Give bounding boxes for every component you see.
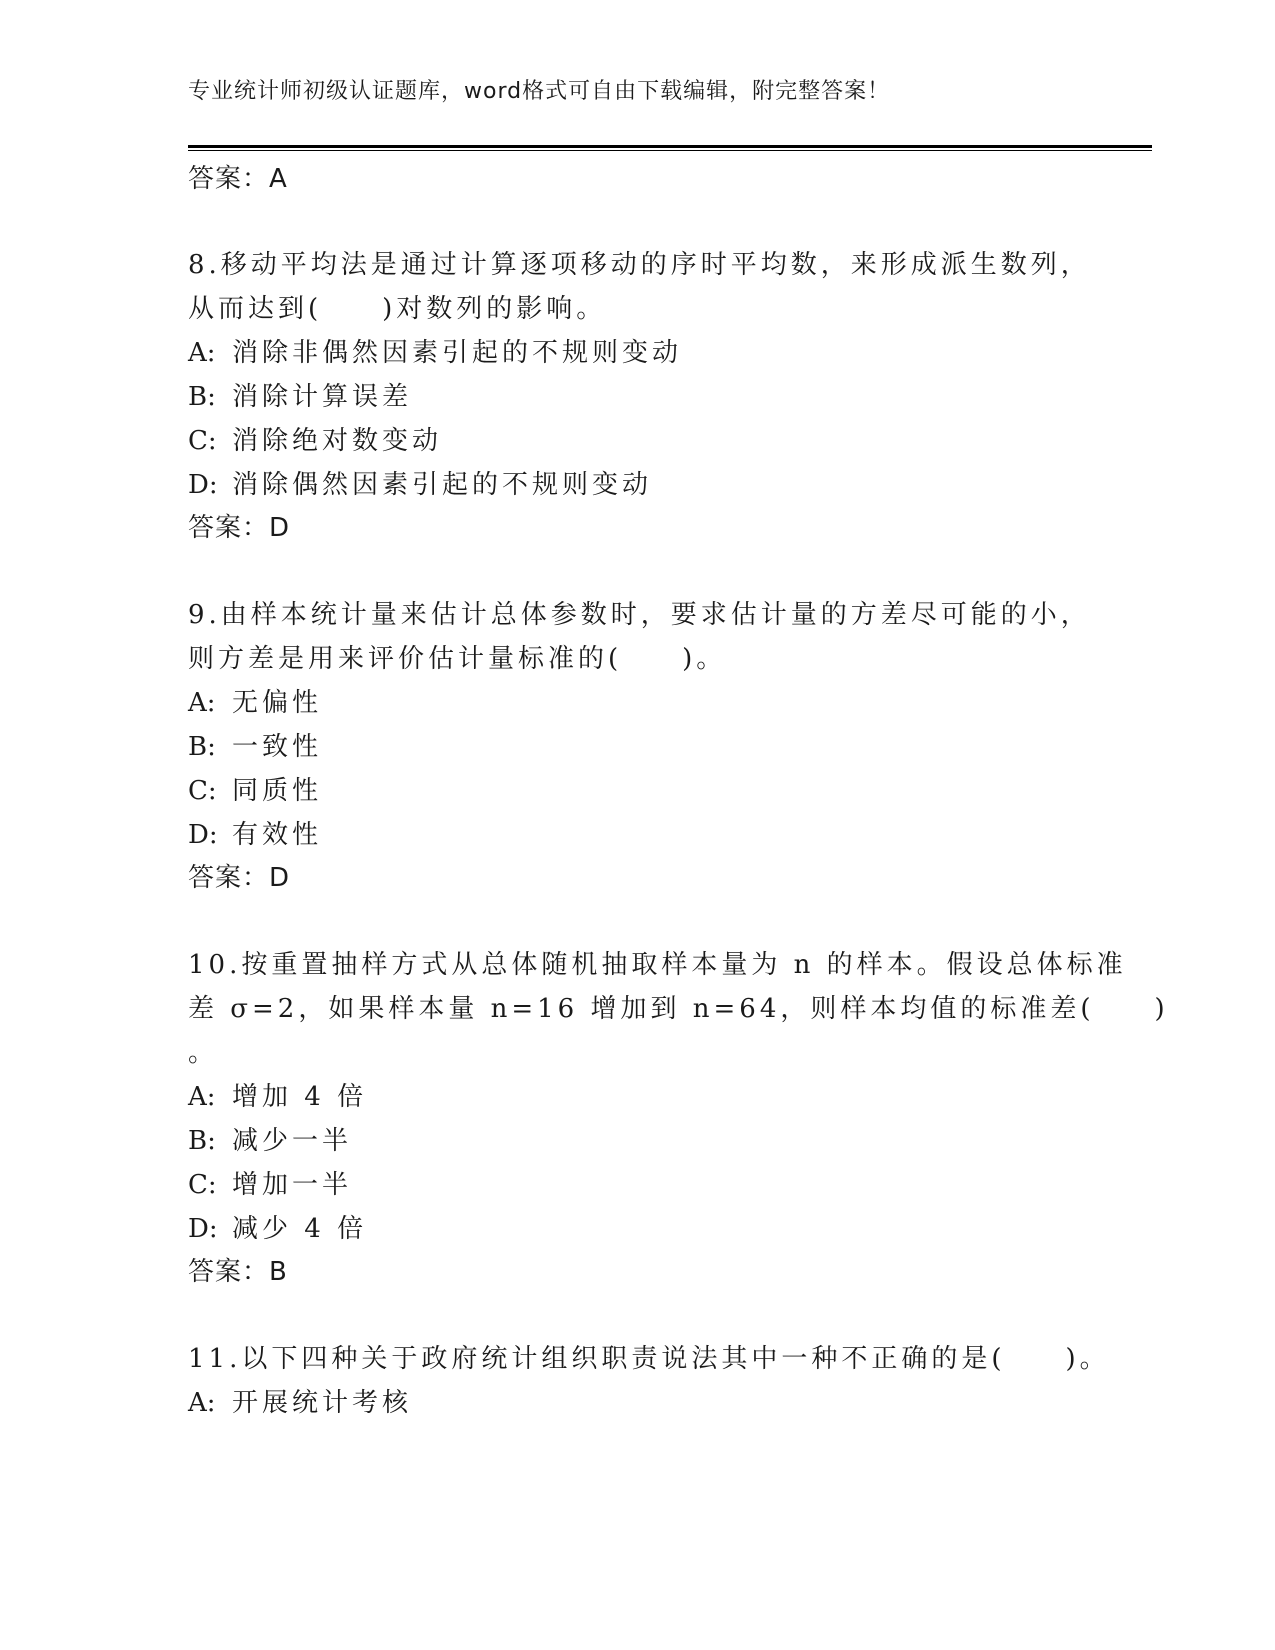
q11-stem-line1: 11.以下四种关于政府统计组织职责说法其中一种不正确的是( )。 <box>188 1344 1110 1374</box>
q8-stem-line2: 从而达到( )对数列的影响。 <box>188 294 607 324</box>
q10-option-c: C: 增加一半 <box>188 1170 353 1200</box>
q10-option-b: B: 减少一半 <box>188 1126 353 1156</box>
q9-answer: 答案：D <box>188 863 291 893</box>
q9-stem-line1: 9.由样本统计量来估计总体参数时，要求估计量的方差尽可能的小， <box>188 600 1091 630</box>
q9-option-d: D: 有效性 <box>188 820 323 850</box>
header-rule-thick <box>188 145 1152 148</box>
q9-option-a: A: 无偏性 <box>188 688 323 718</box>
q8-answer: 答案：D <box>188 513 291 543</box>
page-header: 专业统计师初级认证题库，word格式可自由下载编辑，附完整答案！ <box>188 79 891 104</box>
q10-stem-line3: 。 <box>188 1038 219 1068</box>
q8-option-b: B: 消除计算误差 <box>188 382 413 412</box>
q8-option-c: C: 消除绝对数变动 <box>188 426 443 456</box>
q7-answer: 答案：A <box>188 164 288 194</box>
q10-stem-line2: 差 σ=2，如果样本量 n=16 增加到 n=64，则样本均值的标准差( ) <box>188 994 1169 1024</box>
q10-stem-line1: 10.按重置抽样方式从总体随机抽取样本量为 n 的样本。假设总体标准 <box>188 950 1127 980</box>
q8-option-d: D: 消除偶然因素引起的不规则变动 <box>188 470 653 500</box>
q10-answer: 答案：B <box>188 1257 288 1287</box>
q9-option-b: B: 一致性 <box>188 732 323 762</box>
header-rule-thin <box>188 150 1152 151</box>
q9-stem-line2: 则方差是用来评价估计量标准的( )。 <box>188 644 727 674</box>
q11-option-a: A: 开展统计考核 <box>188 1388 413 1418</box>
q8-option-a: A: 消除非偶然因素引起的不规则变动 <box>188 338 683 368</box>
q10-option-a: A: 增加 4 倍 <box>188 1082 368 1112</box>
q9-option-c: C: 同质性 <box>188 776 323 806</box>
q10-option-d: D: 减少 4 倍 <box>188 1214 368 1244</box>
q8-stem-line1: 8.移动平均法是通过计算逐项移动的序时平均数，来形成派生数列， <box>188 250 1091 280</box>
